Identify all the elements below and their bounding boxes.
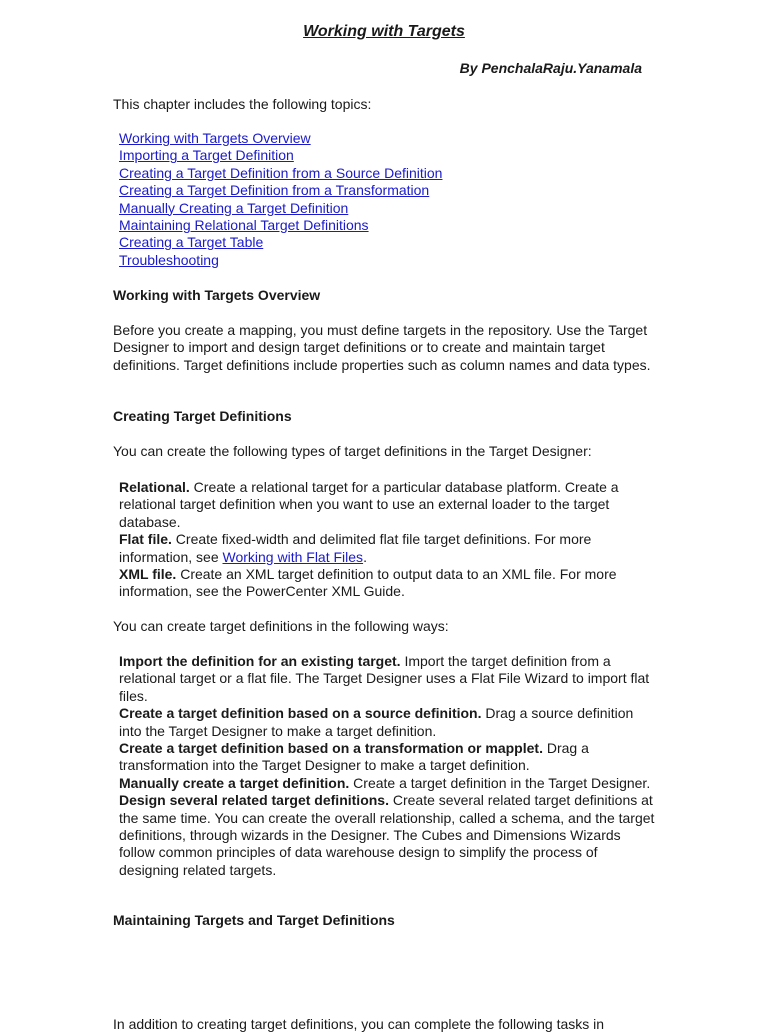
intro-text: This chapter includes the following topics: [113, 96, 372, 112]
way-manual-text: Create a target definition in the Target Designer. [349, 774, 651, 791]
way-import: Import the definition for an existing target. [119, 653, 401, 669]
toc-item [119, 252, 442, 269]
way-from-transformation: Create a target definition based on a transformation or mapplet. [119, 740, 543, 757]
creating-body: You can create the following types of target definitions in the Target Designer: [113, 443, 592, 459]
way-manual: Manually create a target definition. [119, 774, 350, 791]
way-from-source-text: Drag a source definition into the Target Designer to make a target definition. [119, 705, 634, 739]
term-flat-file: Flat file. [119, 531, 172, 548]
ways-intro: You can create target definitions in the following ways: [113, 618, 449, 634]
list-item [119, 792, 659, 879]
list-item [119, 775, 659, 792]
list-item [119, 531, 659, 566]
toc-link-from-source[interactable]: Creating a Target Definition from a Source Definition [119, 164, 443, 181]
overview-body: Before you create a mapping, you must define targets in the repository. Use the Target Designer to import and design target definitions or to create and maintain target definitions. Target definitions include properties such as column names and data types. [113, 322, 651, 373]
list-item [119, 740, 659, 775]
list-item [119, 566, 659, 601]
term-xml-file: XML file. [119, 566, 177, 583]
toc-link-target-table[interactable]: Creating a Target Table [119, 234, 264, 251]
way-design-several-text: Create several related target definitions at the same time. You can create the overall relationship, called a schema, and the target definitions, through wizards in the Designer. The Cubes and Dimensions Wizards follow common principles of data warehouse design to simplify the process of designing related targets. [119, 792, 655, 878]
toc-link-maintaining[interactable]: Maintaining Relational Target Definitions [119, 216, 369, 233]
toc-link-troubleshooting[interactable]: Troubleshooting [119, 251, 219, 268]
toc-item [119, 217, 442, 234]
section-heading-maintaining: Maintaining Targets and Target Definitions [113, 912, 395, 928]
way-design-several: Design several related target definitions. [119, 792, 389, 809]
toc-link-importing[interactable]: Importing a Target Definition [119, 147, 294, 164]
toc-item [119, 130, 442, 147]
flat-files-link[interactable]: Working with Flat Files [222, 548, 364, 565]
toc-item [119, 234, 442, 251]
toc-item [119, 200, 442, 217]
section-heading-overview: Working with Targets Overview [113, 287, 321, 303]
term-relational: Relational. [119, 479, 190, 495]
toc-item [119, 165, 442, 182]
page-title: Working with Targets [303, 23, 465, 40]
toc-link-from-transformation[interactable]: Creating a Target Definition from a Transformation [119, 182, 430, 199]
maintaining-body: In addition to creating target definitions, you can complete the following tasks in [113, 1016, 605, 1032]
way-from-transformation-text: Drag a transformation into the Target Designer to make a target definition. [119, 740, 589, 774]
table-of-contents [119, 130, 442, 269]
term-relational-text: Create a relational target for a particular database platform. Create a relational target definition when you want to use an external loader to the target database. [119, 479, 619, 530]
term-xml-file-text: Create an XML target definition to output data to an XML file. For more information, see the PowerCenter XML Guide. [119, 566, 617, 600]
way-from-source: Create a target definition based on a source definition. [119, 705, 482, 722]
way-import-text: Import the target definition from a relational target or a flat file. The Target Designer uses a Flat File Wizard to import flat files. [119, 653, 650, 704]
list-item [119, 653, 659, 705]
toc-item [119, 147, 442, 164]
toc-link-overview[interactable]: Working with Targets Overview [119, 130, 311, 146]
term-flat-file-text: Create fixed-width and delimited flat file target definitions. For more information, see [119, 531, 592, 565]
toc-item [119, 182, 442, 199]
author-line: By PenchalaRaju.Yanamala [459, 60, 642, 76]
list-item [119, 705, 659, 740]
target-types-list [119, 479, 659, 601]
term-flat-file-after: . [363, 548, 367, 565]
section-heading-creating: Creating Target Definitions [113, 408, 292, 424]
creation-ways-list [119, 653, 659, 879]
toc-link-manually-creating[interactable]: Manually Creating a Target Definition [119, 199, 349, 216]
list-item [119, 479, 659, 531]
